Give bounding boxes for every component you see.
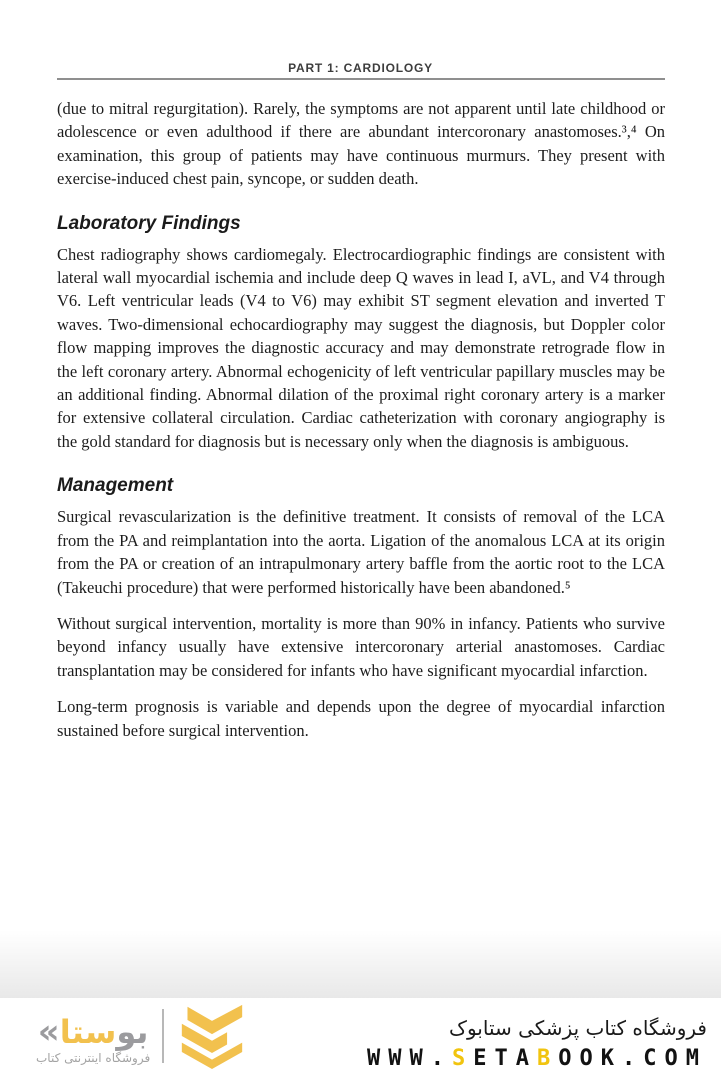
url-segment: OOK.COM [558,1046,707,1071]
guillemet-icon: « [37,1011,60,1052]
store-name-fa: فروشگاه کتاب پزشکی ستابوک [449,1016,707,1040]
wordmark-yellow-part: ستا [59,1012,117,1051]
setabook-wordmark [36,1011,151,1065]
wordmark-gray-part: بو [116,1012,149,1051]
setabook-brand [36,1003,248,1076]
url-segment: ETA [473,1046,538,1071]
paragraph-management-1: Surgical revascularization is the definitive treatment. It consists of removal of the LCA from the PA and reimplantation into the aorta. Ligation of the anomalous LCA at its origin from the PA or creation of an intrapulmonary artery baffle from the aortic root to the LCA (Takeuchi procedure) that were performed historically have been abandoned.⁵ [57,507,665,597]
setabook-chevron-icon [176,1003,248,1074]
page-body [57,97,665,755]
section-heading-management: Management [57,475,174,497]
store-info [367,1015,707,1072]
paragraph-intro: (due to mitral regurgitation). Rarely, the symptoms are not apparent until late childhood or adolescence or even adulthood if there are abundant intercoronary anastomoses.³,⁴ On examination, this group of patients may have continuous murmurs. They present with exercise-induced chest pain, syncope, or sudden death. [57,99,665,189]
brand-divider [162,1009,164,1063]
paragraph-management-2: Without surgical intervention, mortality is more than 90% in infancy. Patients who survive beyond infancy usually have extensive intercoronary arterial anastomoses. Cardiac transplantation may be considered for infants who have significant myocardial infarction. [57,613,665,680]
page-bottom-shadow [0,930,721,998]
header-rule [57,78,665,80]
url-segment: WWW. [367,1046,453,1071]
brand-subtitle: فروشگاه اینترنتی کتاب [36,1050,151,1065]
paragraph-laboratory-findings: Chest radiography shows cardiomegaly. Electrocardiographic findings are consistent with lateral wall myocardial ischemia and include deep Q waves in lead I, aVL, and V4 through V6. Left ventricular leads (V4 to V6) may exhibit ST segment elevation and inverted T waves. Two-dimensional echocardiography may suggest the diagnosis, but Doppler color flow mapping improves the diagnostic accuracy and may demonstrate retrograde flow in the left coronary artery. Abnormal echogenicity of left ventricular papillary muscles may be an additional finding. Abnormal dilation of the proximal right coronary artery is a marker for extensive collateral circulation. Cardiac catheterization with coronary angiography is the gold standard for diagnosis but is necessary only when the diagnosis is ambiguous. [57,244,665,451]
url-segment-accent: S [452,1046,474,1071]
store-url [367,1046,707,1072]
watermark-footer [0,998,721,1080]
section-heading-laboratory-findings: Laboratory Findings [57,212,241,234]
running-head: PART 1: CARDIOLOGY [288,61,433,75]
paragraph-management-3: Long-term prognosis is variable and depends upon the degree of myocardial infarction sustained before surgical intervention. [57,697,665,740]
url-segment-accent: B [537,1046,559,1071]
